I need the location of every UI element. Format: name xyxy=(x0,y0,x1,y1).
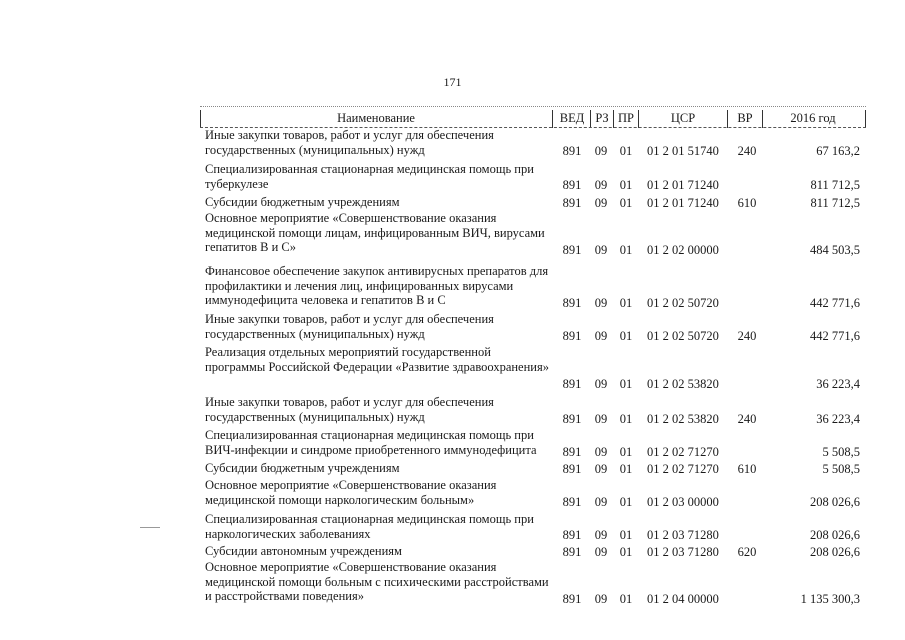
row-rz: 09 xyxy=(594,295,608,310)
row-rz: 09 xyxy=(594,591,608,606)
table-header xyxy=(200,108,866,128)
header-ved: ВЕД xyxy=(559,111,585,125)
row-pr: 01 xyxy=(619,461,633,476)
row-csr: 01 2 03 71280 xyxy=(647,527,719,542)
row-vr: 620 xyxy=(737,544,757,559)
row-ved: 891 xyxy=(562,591,582,606)
row-name: Иные закупки товаров, работ и услуг для обеспечения государственных (муниципальных) нужд xyxy=(205,312,494,341)
table-row xyxy=(0,478,905,509)
row-csr: 01 2 02 50720 xyxy=(647,328,719,343)
table-row xyxy=(0,428,905,459)
row-pr: 01 xyxy=(619,328,633,343)
row-ved: 891 xyxy=(562,461,582,476)
row-name: Субсидии бюджетным учреждениям xyxy=(205,195,400,209)
header-top-rule xyxy=(200,106,866,107)
row-name: Финансовое обеспечение закупок антивирусных препаратов для профилактики и лечения лиц, инфицированных вирусами иммунодефицита человека и гепатитов В и С xyxy=(205,264,549,307)
row-amount: 36 223,4 xyxy=(816,411,860,426)
row-pr: 01 xyxy=(619,242,633,257)
row-name: Основное мероприятие «Совершенствование оказания медицинской помощи больным с психическими расстройствами и расстройствами поведения» xyxy=(205,560,549,603)
table-row xyxy=(0,162,905,192)
row-csr: 01 2 02 00000 xyxy=(647,242,719,257)
row-rz: 09 xyxy=(594,177,608,192)
row-csr: 01 2 01 71240 xyxy=(647,177,719,192)
row-ved: 891 xyxy=(562,376,582,391)
row-amount: 36 223,4 xyxy=(816,376,860,391)
row-csr: 01 2 04 00000 xyxy=(647,591,719,606)
row-amount: 484 503,5 xyxy=(810,242,860,257)
row-csr: 01 2 03 71280 xyxy=(647,544,719,559)
row-vr: 610 xyxy=(737,461,757,476)
row-ved: 891 xyxy=(562,328,582,343)
row-pr: 01 xyxy=(619,591,633,606)
row-amount: 67 163,2 xyxy=(816,143,860,158)
header-csr: ЦСР xyxy=(670,111,696,125)
row-amount: 442 771,6 xyxy=(810,328,860,343)
row-amount: 5 508,5 xyxy=(822,444,860,459)
row-csr: 01 2 02 53820 xyxy=(647,376,719,391)
row-vr: 240 xyxy=(737,143,757,158)
row-ved: 891 xyxy=(562,411,582,426)
row-csr: 01 2 02 53820 xyxy=(647,411,719,426)
row-name: Иные закупки товаров, работ и услуг для обеспечения государственных (муниципальных) нужд xyxy=(205,128,494,157)
row-ved: 891 xyxy=(562,494,582,509)
row-name: Специализированная стационарная медицинская помощь при наркологических заболеваниях xyxy=(205,512,534,541)
row-pr: 01 xyxy=(619,376,633,391)
row-pr: 01 xyxy=(619,527,633,542)
row-rz: 09 xyxy=(594,328,608,343)
row-name: Специализированная стационарная медицинская помощь при туберкулезе xyxy=(205,162,534,191)
table-row xyxy=(0,264,905,310)
row-pr: 01 xyxy=(619,544,633,559)
header-vr: ВР xyxy=(737,111,753,125)
row-pr: 01 xyxy=(619,444,633,459)
row-rz: 09 xyxy=(594,376,608,391)
row-rz: 09 xyxy=(594,527,608,542)
row-rz: 09 xyxy=(594,494,608,509)
table-row xyxy=(0,461,905,476)
row-name: Реализация отдельных мероприятий государственной программы Российской Федерации «Развитие здравоохранения» xyxy=(205,345,549,374)
column-divider xyxy=(865,110,866,128)
row-ved: 891 xyxy=(562,177,582,192)
column-divider xyxy=(552,110,553,128)
row-ved: 891 xyxy=(562,295,582,310)
row-pr: 01 xyxy=(619,295,633,310)
row-csr: 01 2 01 71240 xyxy=(647,195,719,210)
row-name: Основное мероприятие «Совершенствование оказания медицинской помощи лицам, инфицированным ВИЧ, вирусами гепатитов В и С» xyxy=(205,211,545,254)
row-csr: 01 2 02 71270 xyxy=(647,444,719,459)
row-vr: 610 xyxy=(737,195,757,210)
row-pr: 01 xyxy=(619,195,633,210)
row-name: Субсидии бюджетным учреждениям xyxy=(205,461,400,475)
table-row xyxy=(0,345,905,391)
row-pr: 01 xyxy=(619,494,633,509)
row-csr: 01 2 03 00000 xyxy=(647,494,719,509)
row-ved: 891 xyxy=(562,444,582,459)
row-pr: 01 xyxy=(619,177,633,192)
table-row xyxy=(0,560,905,606)
row-vr: 240 xyxy=(737,328,757,343)
row-pr: 01 xyxy=(619,143,633,158)
row-amount: 208 026,6 xyxy=(810,527,860,542)
row-rz: 09 xyxy=(594,242,608,257)
table-row xyxy=(0,195,905,210)
row-ved: 891 xyxy=(562,527,582,542)
header-pr: ПР xyxy=(618,111,634,125)
table-row xyxy=(0,544,905,559)
header-year: 2016 год xyxy=(790,111,836,125)
row-amount: 1 135 300,3 xyxy=(800,591,860,606)
row-rz: 09 xyxy=(594,411,608,426)
table-row xyxy=(0,512,905,542)
table-row xyxy=(0,395,905,426)
table-row xyxy=(0,211,905,257)
row-name: Основное мероприятие «Совершенствование оказания медицинской помощи наркологическим больным» xyxy=(205,478,497,507)
row-name: Субсидии автономным учреждениям xyxy=(205,544,402,558)
row-rz: 09 xyxy=(594,461,608,476)
row-ved: 891 xyxy=(562,143,582,158)
row-amount: 811 712,5 xyxy=(810,177,860,192)
row-ved: 891 xyxy=(562,242,582,257)
page-number: 171 xyxy=(443,75,462,89)
header-name: Наименование xyxy=(337,111,415,125)
row-rz: 09 xyxy=(594,544,608,559)
row-csr: 01 2 02 71270 xyxy=(647,461,719,476)
scan-margin-mark xyxy=(140,527,160,528)
row-rz: 09 xyxy=(594,143,608,158)
row-csr: 01 2 01 51740 xyxy=(647,143,719,158)
row-ved: 891 xyxy=(562,544,582,559)
row-vr: 240 xyxy=(737,411,757,426)
row-amount: 811 712,5 xyxy=(810,195,860,210)
row-amount: 442 771,6 xyxy=(810,295,860,310)
row-name: Специализированная стационарная медицинская помощь при ВИЧ-инфекции и синдроме приобретенного иммунодефицита xyxy=(205,428,537,457)
row-rz: 09 xyxy=(594,195,608,210)
row-amount: 208 026,6 xyxy=(810,544,860,559)
table-row xyxy=(0,312,905,343)
table-row xyxy=(0,128,905,158)
row-rz: 09 xyxy=(594,444,608,459)
row-name: Иные закупки товаров, работ и услуг для обеспечения государственных (муниципальных) нужд xyxy=(205,395,494,424)
header-rz: РЗ xyxy=(595,111,609,125)
row-ved: 891 xyxy=(562,195,582,210)
row-pr: 01 xyxy=(619,411,633,426)
row-amount: 5 508,5 xyxy=(822,461,860,476)
row-csr: 01 2 02 50720 xyxy=(647,295,719,310)
row-amount: 208 026,6 xyxy=(810,494,860,509)
